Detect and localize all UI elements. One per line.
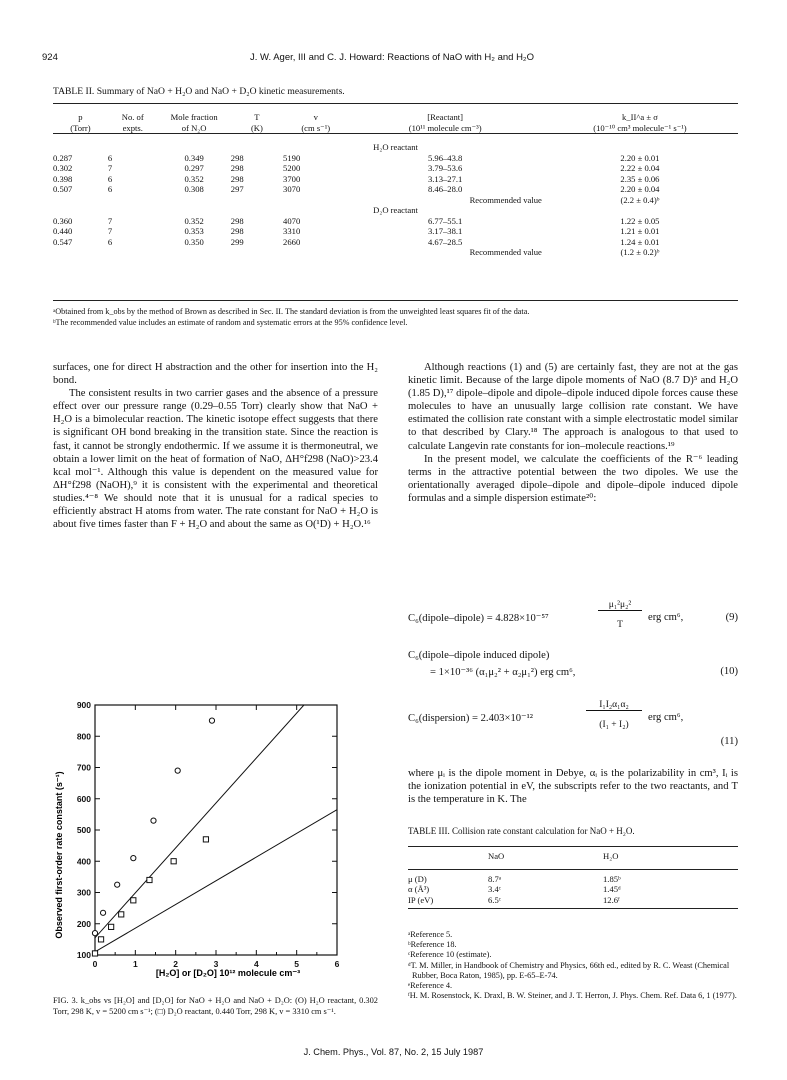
table3-footnote: ᵃReference 5.: [408, 930, 453, 939]
square-point: [171, 859, 176, 864]
y-tick-label: 100: [76, 950, 91, 960]
cell: 1.22 ± 0.05: [620, 215, 660, 226]
cell: 0.352: [184, 215, 204, 226]
cell: 0.360: [53, 215, 73, 226]
cell: 298: [230, 152, 244, 163]
eq10-number: (10): [720, 666, 738, 677]
cell: 6.77–55.1: [427, 215, 463, 226]
y-tick-label: 200: [76, 918, 91, 929]
cell: 6: [107, 184, 113, 194]
page-footer: J. Chem. Phys., Vol. 87, No. 2, 15 July 1987: [303, 1047, 484, 1057]
section-h2o: H₂O reactant: [373, 142, 418, 152]
header-cell: (10⁻¹⁰ cm³ molecule⁻¹ s⁻¹): [593, 122, 687, 133]
cell: 0.350: [184, 236, 204, 247]
table-row: [53, 174, 738, 185]
recommended-value: (2.2 ± 0.4)ᵇ: [620, 194, 660, 205]
y-tick-label: 800: [76, 731, 91, 742]
table3-caption: TABLE III. Collision rate constant calculation for NaO + H₂O.: [408, 826, 635, 836]
table2-bottom-rule: [53, 300, 738, 301]
cell: α (Å³): [408, 884, 430, 895]
cell: 298: [230, 226, 244, 236]
table2-caption: TABLE II. Summary of NaO + H₂O and NaO + D₂O kinetic measurements.: [53, 86, 345, 97]
recommended-label: Recommended value: [469, 194, 542, 205]
paragraph: In the present model, we calculate the coefficients of the R⁻⁶ leading terms in the attractive potential between the two dipoles. We use the orientationally averaged dipole–dipole and dipole–dipole induced dipole formulas and a simple dispersion estimate²⁰:: [408, 453, 738, 504]
cell: 0.547: [53, 236, 73, 247]
y-tick-label: 500: [76, 825, 91, 835]
table3-footnote: ᶠH. M. Rosenstock, K. Draxl, B. W. Steiner, and J. T. Herron, J. Phys. Chem. Ref. Data 6, 1 (1977).: [408, 991, 737, 1001]
cell: 4.67–28.5: [427, 236, 463, 247]
x-tick-label: 3: [213, 959, 219, 969]
right-column-text: [408, 361, 738, 505]
cell: 298: [230, 163, 244, 173]
chart-axes: [77, 700, 340, 969]
table3-footnote: ᵇReference 18.: [408, 940, 457, 950]
circle-point: [92, 931, 97, 936]
square-point: [109, 924, 114, 929]
cell: 2.22 ± 0.04: [620, 163, 660, 173]
cell: 0.352: [184, 173, 204, 184]
table2-footnote-a: ᵃObtained from k_obs by the method of Brown as described in Sec. II. The standard deviation is from the unweighted least squares fit of the data.: [53, 307, 530, 316]
table-row: [408, 874, 738, 884]
table2-header-row: [53, 123, 738, 134]
table3-footnote: ᵉReference 4.: [408, 981, 453, 991]
cell: 299: [230, 236, 244, 247]
cell: 8.46–28.0: [427, 184, 463, 194]
table3-footnote: ᵈT. M. Miller, in Handbook of Chemistry and Physics, 66th ed., edited by R. C. Weast (Chemical Rubber, Boca Raton, 1985), pp. E-65–E-74.: [408, 960, 730, 980]
cell: 0.287: [53, 152, 73, 163]
eq9-lhs: C₆(dipole–dipole) = 4.828×10⁻⁵⁷: [408, 613, 549, 624]
cell: 5200: [283, 163, 301, 173]
figure3-chart: [53, 700, 378, 985]
cell: 4070: [283, 215, 301, 226]
cell: 2.20 ± 0.01: [620, 152, 660, 163]
eq9-unit: erg cm⁶,: [648, 612, 684, 623]
cell: 1.85ᵇ: [603, 874, 621, 885]
cell: 6: [107, 236, 113, 247]
cell: 6.5ᶜ: [488, 894, 501, 905]
equation-10: [408, 650, 738, 682]
cell: 0.349: [184, 152, 204, 163]
cell: 3070: [283, 184, 301, 194]
table-row: [53, 153, 738, 164]
cell: 2660: [283, 236, 301, 247]
square-point: [119, 912, 124, 917]
cell: 3.17–38.1: [427, 226, 463, 236]
circle-fit-line: [95, 705, 304, 938]
y-tick-label: 600: [76, 793, 91, 804]
square-point: [131, 898, 136, 903]
cell: 0.507: [53, 184, 73, 194]
square-fit-line: [95, 810, 337, 952]
chart-marks: [92, 705, 337, 956]
square-point: [147, 877, 152, 882]
plot-frame: [95, 705, 337, 955]
cell: 6: [107, 152, 113, 163]
table3-footnote: ᶜReference 10 (estimate).: [408, 950, 492, 960]
cell: IP (eV): [408, 894, 434, 905]
x-tick-label: 1: [132, 959, 138, 969]
recommended-row: [53, 247, 738, 258]
table3-top-rule: [408, 846, 738, 847]
recommended-row: [53, 195, 738, 206]
right-column-text-continued: [408, 767, 738, 806]
cell: 0.302: [53, 163, 73, 173]
eq11-denominator: (I₁ + I₂): [599, 720, 629, 730]
eq9-numerator: μ₁²μ₂²: [598, 600, 642, 611]
cell: 7: [107, 163, 113, 173]
cell: 8.7ᵃ: [488, 874, 502, 885]
eq11-unit: erg cm⁶,: [648, 712, 684, 723]
paragraph: Although reactions (1) and (5) are certainly fast, they are not at the gas kinetic limit. Because of the large dipole moments of NaO (8.7 D)⁵ and H₂O (1.85 D),¹⁷ dipole–dipole and dipole–dipole induced dipole forces cause these molecules to have an unusually large collision rate constant. We have estimated the collision rate constant with a simple electrostatic model similar to that described by Clary.¹⁸ The approach is analogous to that used to calculate Langevin rate constants for ion–molecule reactions.¹⁹: [408, 362, 738, 452]
header-cell: Mole fraction: [170, 112, 218, 122]
cell: 3310: [283, 226, 301, 236]
header-cell: NaO: [488, 851, 505, 861]
circle-point: [115, 882, 120, 887]
equation-11: [408, 700, 738, 752]
y-axis-label: Observed first-order rate constant (s⁻¹): [54, 771, 64, 939]
cell: 7: [107, 226, 113, 236]
eq11-numerator: I₁I₂α₁α₂: [586, 700, 642, 711]
cell: 2.20 ± 0.04: [620, 184, 660, 194]
cell: 2.35 ± 0.06: [620, 173, 660, 184]
header-cell: [Reactant]: [427, 112, 464, 122]
cell: 3.4ᶜ: [488, 884, 501, 895]
cell: 1.24 ± 0.01: [620, 236, 660, 247]
x-tick-label: 0: [92, 959, 98, 969]
table-row: [53, 216, 738, 227]
cell: 0.297: [184, 163, 204, 173]
x-tick-label: 4: [253, 959, 259, 969]
section-row: [53, 205, 738, 216]
header-cell: (10¹¹ molecule cm⁻³): [408, 122, 482, 133]
cell: 5.96–43.8: [427, 152, 463, 163]
header-cell: (K): [250, 122, 263, 133]
circle-point: [131, 856, 136, 861]
cell: 3700: [283, 173, 301, 184]
section-row: [53, 142, 738, 153]
table-row: [408, 884, 738, 894]
eq11-number: (11): [720, 736, 738, 747]
header-cell: expts.: [122, 122, 143, 133]
cell: 3.13–27.1: [427, 173, 463, 184]
header-cell: (cm s⁻¹): [301, 122, 331, 133]
table3: [408, 851, 738, 909]
table2-footnote-b: ᵇThe recommended value includes an estimate of random and systematic errors at the 95% confidence level.: [53, 317, 408, 327]
cell: 0.308: [184, 184, 204, 194]
header-cell: of N₂O: [181, 122, 207, 133]
header-cell: k_II^a ± σ: [622, 112, 658, 122]
eq9-denominator: T: [617, 620, 623, 630]
paragraph: where μᵢ is the dipole moment in Debye, αᵢ is the polarizability in cm³, Iᵢ is the ionization potential in eV, the subscripts refer to the two reactants, and T is the temperature in K. The: [408, 768, 738, 806]
cell: 3.79–53.6: [427, 163, 463, 173]
paragraph: The consistent results in two carrier gases and the absence of a pressure effect over our pressure range (0.29–0.55 Torr) clearly show that NaO + H₂O is a bimolecular reaction. The kinetic isotope effect suggests that there is significant OH bond breaking in the transition state. Since the reaction is fast, it cannot be strongly endothermic. If we assume it is thermoneutral, we obtain a lower limit on the heat of formation of NaO, ΔH°f298 (NaO)>23.4 kcal mol⁻¹. Although this value is dependent on the measured value for ΔH°f298 (NaOH),⁹ it is consistent with the experimental and theoretical studies.⁴⁻⁸ We should note that it is unusual for a radical species to efficiently abstract H atoms from water. The rate constant for NaO + H₂O is about five times faster than F + H₂O and about the same as O(¹D) + H₂O.¹⁶: [53, 388, 378, 531]
table2: [53, 112, 738, 258]
equation-9: [408, 598, 738, 638]
table3-footnotes: [408, 930, 738, 1001]
header-cell: (Torr): [70, 122, 91, 133]
circle-point: [209, 718, 214, 723]
cell: 0.440: [53, 226, 73, 236]
cell: 6: [107, 173, 113, 184]
square-point: [92, 951, 97, 956]
y-tick-label: 900: [76, 700, 91, 710]
eq11-lhs: C₆(dispersion) = 2.403×10⁻¹²: [408, 713, 533, 724]
cell: 1.21 ± 0.01: [620, 226, 660, 236]
eq10-lhs: C₆(dipole–dipole induced dipole): [408, 650, 550, 661]
table-row: [53, 184, 738, 195]
eq9-number: (9): [725, 612, 738, 623]
x-tick-label: 2: [173, 959, 179, 969]
header-cell: H₂O: [603, 851, 619, 861]
paragraph: surfaces, one for direct H abstraction and the other for insertion into the H₂ bond.: [53, 362, 378, 387]
recommended-value: (1.2 ± 0.2)ᵇ: [620, 247, 660, 257]
cell: 0.353: [184, 226, 204, 236]
cell: 7: [107, 215, 113, 226]
cell: 298: [230, 173, 244, 184]
circle-point: [100, 910, 105, 915]
header-cell: No. of: [121, 112, 144, 122]
figure3-caption: FIG. 3. k_obs vs [H₂O] and [D₂O] for NaO + H₂O and NaO + D₂O: (O) H₂O reactant, 0.302 Torr, 298 K, v = 5200 cm s⁻¹; (□) D₂O reactant, 0.440 Torr, 298 K, v = 3310 cm s⁻¹.: [53, 996, 378, 1016]
table3-header-row: [408, 851, 738, 861]
x-tick-label: 6: [334, 959, 340, 969]
y-tick-label: 400: [76, 856, 91, 867]
table-row: [408, 895, 738, 905]
cell: 298: [230, 215, 244, 226]
cell: 5190: [283, 152, 301, 163]
table2-header-row: [53, 112, 738, 123]
left-column-text: [53, 361, 378, 531]
y-tick-label: 700: [76, 762, 91, 773]
section-d2o: D₂O reactant: [373, 205, 418, 215]
header-cell: v: [313, 112, 318, 122]
circle-point: [175, 768, 180, 773]
eq10-rhs: = 1×10⁻³⁶ (α₁μ₂² + α₂μ₁²) erg cm⁶,: [430, 667, 576, 678]
header-cell: [408, 851, 488, 861]
header-cell: p: [78, 112, 83, 122]
table2-top-rule: [53, 103, 738, 104]
cell: 1.45ᵈ: [603, 884, 621, 895]
cell: μ (D): [408, 874, 427, 885]
square-point: [98, 937, 103, 942]
table-row: [53, 237, 738, 248]
table-row: [53, 163, 738, 174]
x-tick-label: 5: [294, 959, 300, 969]
square-point: [203, 837, 208, 842]
circle-point: [151, 818, 156, 823]
y-tick-label: 300: [76, 887, 91, 898]
running-title: J. W. Ager, III and C. J. Howard: Reactions of NaO with H₂ and H₂O: [249, 52, 535, 63]
table-row: [53, 226, 738, 237]
cell: 297: [230, 184, 244, 194]
page-number: 924: [42, 52, 58, 63]
cell: 0.398: [53, 173, 73, 184]
recommended-label: Recommended value: [469, 247, 542, 257]
cell: 12.6ᶠ: [603, 894, 620, 905]
header-cell: T: [254, 112, 260, 122]
table2-footnotes: [53, 307, 738, 328]
x-axis-label: [H₂O] or [D₂O] 10¹² molecule cm⁻³: [155, 968, 301, 978]
